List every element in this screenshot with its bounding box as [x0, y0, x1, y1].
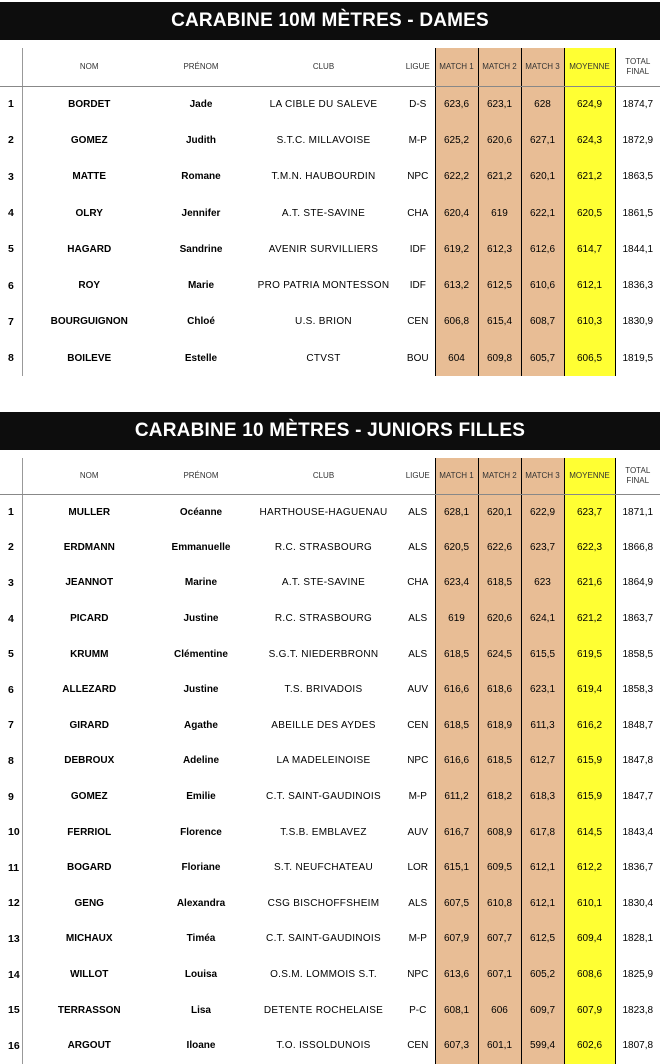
ligue-cell: CEN — [401, 304, 435, 340]
match1-cell: 622,2 — [435, 159, 478, 195]
match2-cell: 621,2 — [478, 159, 521, 195]
rank-cell: 5 — [0, 636, 22, 672]
moyenne-cell: 615,9 — [564, 779, 615, 815]
club-cell: HARTHOUSE-HAGUENAU — [259, 506, 388, 518]
table-header-row — [0, 48, 660, 86]
club-cell: C.T. SAINT-GAUDINOIS — [266, 933, 381, 945]
match2-cell: 607,7 — [478, 921, 521, 957]
table-row — [0, 921, 660, 957]
club-cell: LA CIBLE DU SALEVE — [269, 98, 378, 110]
total-final-cell: 1823,8 — [622, 1004, 654, 1016]
moyenne-cell: 614,5 — [564, 814, 615, 850]
prenom-cell: Agathe — [184, 719, 218, 731]
match2-cell: 609,5 — [478, 850, 521, 886]
table-row — [0, 86, 660, 122]
club-cell: T.S. BRIVADOIS — [284, 684, 363, 696]
club-cell: A.T. STE-SAVINE — [281, 577, 366, 589]
ligue-cell: IDF — [401, 231, 435, 267]
header-club: CLUB — [246, 458, 401, 494]
table-row — [0, 494, 660, 530]
nom-cell: ALLEZARD — [62, 684, 117, 696]
header-match1: MATCH 1 — [435, 458, 478, 494]
table-body-juniors — [0, 494, 660, 1064]
rank-cell: 4 — [0, 195, 22, 231]
ligue-cell: ALS — [401, 886, 435, 922]
moyenne-cell: 620,5 — [564, 195, 615, 231]
rank-cell: 2 — [0, 530, 22, 566]
header-match2: MATCH 2 — [478, 458, 521, 494]
match2-cell: 620,6 — [478, 601, 521, 637]
prenom-cell: Jade — [189, 98, 213, 110]
club-cell: ABEILLE DES AYDES — [271, 719, 376, 731]
table-row — [0, 886, 660, 922]
match1-cell: 623,4 — [435, 565, 478, 601]
match2-cell: 606 — [478, 992, 521, 1028]
match3-cell: 612,1 — [521, 850, 564, 886]
prenom-cell: Adeline — [182, 755, 220, 767]
match3-cell: 599,4 — [521, 1028, 564, 1064]
prenom-cell: Océanne — [179, 506, 223, 518]
total-final-cell: 1847,8 — [622, 755, 654, 767]
rank-cell: 8 — [0, 340, 22, 376]
header-prenom: PRÉNOM — [156, 458, 246, 494]
nom-cell: WILLOT — [70, 969, 109, 981]
moyenne-cell: 619,5 — [564, 636, 615, 672]
match2-cell: 618,5 — [478, 565, 521, 601]
header-match2: MATCH 2 — [478, 48, 521, 86]
nom-cell: PICARD — [70, 613, 109, 625]
nom-cell: TERRASSON — [57, 1004, 121, 1016]
match1-cell: 604 — [435, 340, 478, 376]
total-final-cell: 1844,1 — [622, 243, 654, 255]
prenom-cell: Clémentine — [174, 648, 228, 660]
match2-cell: 608,9 — [478, 814, 521, 850]
ligue-cell: P-C — [401, 992, 435, 1028]
match2-cell: 609,8 — [478, 340, 521, 376]
match3-cell: 623 — [521, 565, 564, 601]
match3-cell: 612,5 — [521, 921, 564, 957]
ligue-cell: NPC — [401, 743, 435, 779]
match1-cell: 607,9 — [435, 921, 478, 957]
header-moyenne: MOYENNE — [564, 48, 615, 86]
prenom-cell: Floriane — [181, 862, 221, 874]
match3-cell: 623,1 — [521, 672, 564, 708]
rank-cell: 4 — [0, 601, 22, 637]
moyenne-cell: 606,5 — [564, 340, 615, 376]
ligue-cell: IDF — [401, 267, 435, 303]
ligue-cell: ALS — [401, 530, 435, 566]
match3-cell: 609,7 — [521, 992, 564, 1028]
match1-cell: 616,7 — [435, 814, 478, 850]
moyenne-cell: 614,7 — [564, 231, 615, 267]
match1-cell: 615,1 — [435, 850, 478, 886]
rank-cell: 5 — [0, 231, 22, 267]
header-match1: MATCH 1 — [435, 48, 478, 86]
club-cell: U.S. BRION — [295, 316, 352, 328]
match1-cell: 620,5 — [435, 530, 478, 566]
table-row — [0, 122, 660, 158]
club-cell: T.O. ISSOLDUNOIS — [276, 1040, 371, 1052]
total-final-cell: 1836,3 — [622, 280, 654, 292]
match2-cell: 615,4 — [478, 304, 521, 340]
total-final-cell: 1825,9 — [622, 969, 654, 981]
match3-cell: 628 — [521, 86, 564, 122]
club-cell: AVENIR SURVILLIERS — [268, 243, 379, 255]
ligue-cell: AUV — [401, 814, 435, 850]
rank-cell: 7 — [0, 304, 22, 340]
match3-cell: 610,6 — [521, 267, 564, 303]
rank-cell: 1 — [0, 86, 22, 122]
nom-cell: ROY — [78, 280, 101, 292]
rank-cell: 6 — [0, 672, 22, 708]
header-prenom: PRÉNOM — [156, 48, 246, 86]
ligue-cell: ALS — [401, 494, 435, 530]
moyenne-cell: 612,1 — [564, 267, 615, 303]
match2-cell: 618,2 — [478, 779, 521, 815]
club-cell: T.M.N. HAUBOURDIN — [271, 171, 376, 183]
rank-cell: 9 — [0, 779, 22, 815]
prenom-cell: Marie — [187, 280, 215, 292]
ligue-cell: CEN — [401, 1028, 435, 1064]
total-final-cell: 1871,1 — [622, 506, 654, 518]
club-cell: S.T.C. MILLAVOISE — [276, 134, 371, 146]
match1-cell: 620,4 — [435, 195, 478, 231]
header-rank — [0, 48, 22, 86]
match2-cell: 612,3 — [478, 231, 521, 267]
club-cell: PRO PATRIA MONTESSON — [257, 280, 390, 292]
nom-cell: FERRIOL — [67, 826, 112, 838]
moyenne-cell: 621,2 — [564, 159, 615, 195]
total-final-cell: 1807,8 — [622, 1040, 654, 1052]
rank-cell: 1 — [0, 494, 22, 530]
club-cell: O.S.M. LOMMOIS S.T. — [270, 969, 377, 981]
match2-cell: 620,1 — [478, 494, 521, 530]
rank-cell: 16 — [0, 1028, 22, 1064]
club-cell: A.T. STE-SAVINE — [281, 207, 366, 219]
results-table-juniors — [0, 458, 660, 1064]
table-row — [0, 636, 660, 672]
match2-cell: 624,5 — [478, 636, 521, 672]
match1-cell: 607,5 — [435, 886, 478, 922]
nom-cell: BOGARD — [67, 862, 112, 874]
ligue-cell: LOR — [401, 850, 435, 886]
nom-cell: MICHAUX — [65, 933, 113, 945]
header-nom: NOM — [22, 48, 156, 86]
club-cell: T.S.B. EMBLAVEZ — [280, 826, 367, 838]
ligue-cell: D-S — [401, 86, 435, 122]
match2-cell: 620,6 — [478, 122, 521, 158]
match2-cell: 607,1 — [478, 957, 521, 993]
match3-cell: 615,5 — [521, 636, 564, 672]
ligue-cell: NPC — [401, 159, 435, 195]
total-final-cell: 1863,7 — [622, 613, 654, 625]
match1-cell: 613,2 — [435, 267, 478, 303]
header-total-line2: FINAL — [626, 66, 650, 76]
match3-cell: 605,2 — [521, 957, 564, 993]
table-row — [0, 992, 660, 1028]
rank-cell: 2 — [0, 122, 22, 158]
table-row — [0, 957, 660, 993]
table-row — [0, 304, 660, 340]
moyenne-cell: 616,2 — [564, 708, 615, 744]
prenom-cell: Justine — [183, 684, 219, 696]
match2-cell: 618,6 — [478, 672, 521, 708]
moyenne-cell: 608,6 — [564, 957, 615, 993]
table-row — [0, 672, 660, 708]
header-total — [615, 48, 660, 86]
moyenne-cell: 612,2 — [564, 850, 615, 886]
match3-cell: 612,6 — [521, 231, 564, 267]
header-total-line1: TOTAL — [625, 57, 651, 67]
nom-cell: ARGOUT — [67, 1040, 111, 1052]
match3-cell: 618,3 — [521, 779, 564, 815]
match2-cell: 612,5 — [478, 267, 521, 303]
rank-cell: 6 — [0, 267, 22, 303]
moyenne-cell: 610,3 — [564, 304, 615, 340]
moyenne-cell: 622,3 — [564, 530, 615, 566]
nom-cell: MULLER — [68, 506, 111, 518]
table-row — [0, 231, 660, 267]
club-cell: CTVST — [306, 352, 341, 364]
prenom-cell: Emmanuelle — [171, 541, 231, 553]
prenom-cell: Romane — [181, 171, 221, 183]
table-row — [0, 814, 660, 850]
total-final-cell: 1874,7 — [622, 98, 654, 110]
nom-cell: GOMEZ — [70, 134, 108, 146]
ligue-cell: CHA — [401, 565, 435, 601]
total-final-cell: 1836,7 — [622, 862, 654, 874]
match3-cell: 622,1 — [521, 195, 564, 231]
club-cell: R.C. STRASBOURG — [274, 541, 373, 553]
match1-cell: 618,5 — [435, 636, 478, 672]
total-final-cell: 1863,5 — [622, 171, 654, 183]
match1-cell: 607,3 — [435, 1028, 478, 1064]
total-final-cell: 1830,4 — [622, 897, 654, 909]
moyenne-cell: 624,3 — [564, 122, 615, 158]
match1-cell: 628,1 — [435, 494, 478, 530]
moyenne-cell: 610,1 — [564, 886, 615, 922]
match1-cell: 613,6 — [435, 957, 478, 993]
total-final-cell: 1861,5 — [622, 207, 654, 219]
club-cell: S.T. NEUFCHATEAU — [273, 862, 374, 874]
ligue-cell: CHA — [401, 195, 435, 231]
match3-cell: 624,1 — [521, 601, 564, 637]
match1-cell: 608,1 — [435, 992, 478, 1028]
prenom-cell: Judith — [186, 134, 216, 146]
match3-cell: 605,7 — [521, 340, 564, 376]
header-total-line1: TOTAL — [625, 466, 651, 476]
rank-cell: 11 — [0, 850, 22, 886]
prenom-cell: Louisa — [184, 969, 218, 981]
rank-cell: 3 — [0, 565, 22, 601]
club-cell: DETENTE ROCHELAISE — [263, 1004, 384, 1016]
match1-cell: 616,6 — [435, 672, 478, 708]
nom-cell: DEBROUX — [64, 755, 115, 767]
nom-cell: ERDMANN — [63, 541, 115, 553]
prenom-cell: Alexandra — [176, 897, 226, 909]
match1-cell: 611,2 — [435, 779, 478, 815]
rank-cell: 14 — [0, 957, 22, 993]
total-final-cell: 1847,7 — [622, 791, 654, 803]
nom-cell: HAGARD — [67, 243, 112, 255]
match2-cell: 623,1 — [478, 86, 521, 122]
header-total-line2: FINAL — [626, 475, 650, 485]
header-rank — [0, 458, 22, 494]
header-nom: NOM — [22, 458, 156, 494]
match3-cell: 622,9 — [521, 494, 564, 530]
table-body-dames — [0, 86, 660, 376]
ligue-cell: ALS — [401, 601, 435, 637]
table-row — [0, 340, 660, 376]
table-row — [0, 779, 660, 815]
moyenne-cell: 621,2 — [564, 601, 615, 637]
match2-cell: 619 — [478, 195, 521, 231]
match1-cell: 619 — [435, 601, 478, 637]
total-final-cell: 1866,8 — [622, 541, 654, 553]
nom-cell: KRUMM — [70, 648, 109, 660]
header-ligue: LIGUE — [401, 458, 435, 494]
nom-cell: BOURGUIGNON — [50, 316, 128, 328]
ligue-cell: BOU — [401, 340, 435, 376]
prenom-cell: Lisa — [190, 1004, 211, 1016]
rank-cell: 15 — [0, 992, 22, 1028]
prenom-cell: Justine — [183, 613, 219, 625]
prenom-cell: Estelle — [184, 352, 218, 364]
table-row — [0, 159, 660, 195]
ligue-cell: M-P — [401, 779, 435, 815]
match1-cell: 618,5 — [435, 708, 478, 744]
table-header-row — [0, 458, 660, 494]
header-moyenne: MOYENNE — [564, 458, 615, 494]
total-final-cell: 1819,5 — [622, 352, 654, 364]
match3-cell: 617,8 — [521, 814, 564, 850]
club-cell: S.G.T. NIEDERBRONN — [268, 648, 379, 660]
prenom-cell: Chloé — [187, 316, 215, 328]
nom-cell: BORDET — [68, 98, 111, 110]
table-row — [0, 743, 660, 779]
header-total — [615, 458, 660, 494]
rank-cell: 7 — [0, 708, 22, 744]
total-final-cell: 1858,3 — [622, 684, 654, 696]
prenom-cell: Emilie — [186, 791, 216, 803]
club-cell: LA MADELEINOISE — [276, 755, 371, 767]
club-cell: C.T. SAINT-GAUDINOIS — [266, 791, 381, 803]
nom-cell: GIRARD — [69, 719, 109, 731]
prenom-cell: Jennifer — [181, 207, 221, 219]
match2-cell: 618,5 — [478, 743, 521, 779]
rank-cell: 12 — [0, 886, 22, 922]
table-row — [0, 530, 660, 566]
match1-cell: 625,2 — [435, 122, 478, 158]
moyenne-cell: 602,6 — [564, 1028, 615, 1064]
moyenne-cell: 619,4 — [564, 672, 615, 708]
table-row — [0, 565, 660, 601]
table-row — [0, 850, 660, 886]
match3-cell: 612,7 — [521, 743, 564, 779]
header-match3: MATCH 3 — [521, 48, 564, 86]
header-match3: MATCH 3 — [521, 458, 564, 494]
match3-cell: 611,3 — [521, 708, 564, 744]
rank-cell: 13 — [0, 921, 22, 957]
match1-cell: 606,8 — [435, 304, 478, 340]
match2-cell: 610,8 — [478, 886, 521, 922]
match1-cell: 623,6 — [435, 86, 478, 122]
match3-cell: 612,1 — [521, 886, 564, 922]
ligue-cell: M-P — [401, 921, 435, 957]
prenom-cell: Sandrine — [179, 243, 223, 255]
section-title-dames: CARABINE 10M MÈTRES - DAMES — [0, 2, 660, 40]
rank-cell: 3 — [0, 159, 22, 195]
rank-cell: 8 — [0, 743, 22, 779]
moyenne-cell: 615,9 — [564, 743, 615, 779]
match1-cell: 619,2 — [435, 231, 478, 267]
table-row — [0, 708, 660, 744]
prenom-cell: Iloane — [186, 1040, 216, 1052]
prenom-cell: Florence — [180, 826, 222, 838]
ligue-cell: CEN — [401, 708, 435, 744]
table-row — [0, 267, 660, 303]
total-final-cell: 1843,4 — [622, 826, 654, 838]
match2-cell: 618,9 — [478, 708, 521, 744]
table-row — [0, 195, 660, 231]
match1-cell: 616,6 — [435, 743, 478, 779]
match3-cell: 620,1 — [521, 159, 564, 195]
prenom-cell: Marine — [184, 577, 218, 589]
total-final-cell: 1830,9 — [622, 316, 654, 328]
table-row — [0, 601, 660, 637]
total-final-cell: 1858,5 — [622, 648, 654, 660]
nom-cell: GOMEZ — [70, 791, 108, 803]
match3-cell: 623,7 — [521, 530, 564, 566]
prenom-cell: Timéa — [186, 933, 216, 945]
nom-cell: JEANNOT — [65, 577, 114, 589]
ligue-cell: M-P — [401, 122, 435, 158]
total-final-cell: 1864,9 — [622, 577, 654, 589]
match2-cell: 622,6 — [478, 530, 521, 566]
rank-cell: 10 — [0, 814, 22, 850]
header-club: CLUB — [246, 48, 401, 86]
total-final-cell: 1848,7 — [622, 719, 654, 731]
club-cell: CSG BISCHOFFSHEIM — [267, 897, 380, 909]
nom-cell: BOILEVE — [67, 352, 112, 364]
ligue-cell: NPC — [401, 957, 435, 993]
section-title-juniors: CARABINE 10 MÈTRES - JUNIORS FILLES — [0, 412, 660, 450]
header-ligue: LIGUE — [401, 48, 435, 86]
ligue-cell: AUV — [401, 672, 435, 708]
moyenne-cell: 609,4 — [564, 921, 615, 957]
match2-cell: 601,1 — [478, 1028, 521, 1064]
total-final-cell: 1828,1 — [622, 933, 654, 945]
club-cell: R.C. STRASBOURG — [274, 613, 373, 625]
match3-cell: 608,7 — [521, 304, 564, 340]
nom-cell: OLRY — [75, 207, 103, 219]
match3-cell: 627,1 — [521, 122, 564, 158]
moyenne-cell: 621,6 — [564, 565, 615, 601]
results-table-dames — [0, 48, 660, 376]
nom-cell: MATTE — [72, 171, 107, 183]
nom-cell: GENG — [74, 897, 104, 909]
moyenne-cell: 624,9 — [564, 86, 615, 122]
moyenne-cell: 607,9 — [564, 992, 615, 1028]
moyenne-cell: 623,7 — [564, 494, 615, 530]
ligue-cell: ALS — [401, 636, 435, 672]
table-row — [0, 1028, 660, 1064]
total-final-cell: 1872,9 — [622, 134, 654, 146]
